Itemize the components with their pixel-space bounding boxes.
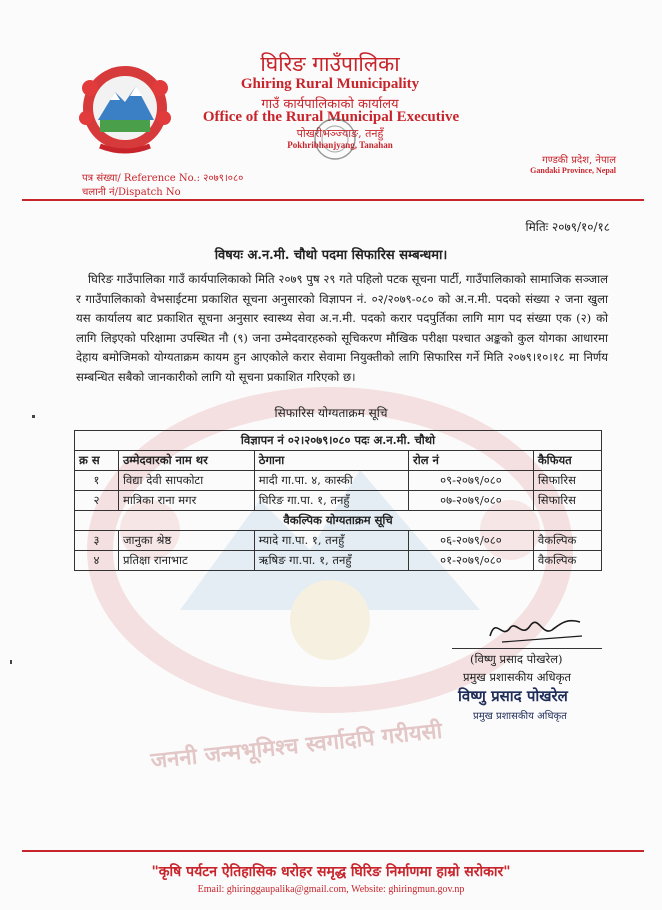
letter-subject: विषयः अ.न.मी. चौथो पदमा सिफारिस सम्बन्धमा। <box>214 248 448 263</box>
name-stamp: विष्णु प्रसाद पोखरेल <box>458 687 568 705</box>
scan-speck <box>10 660 12 664</box>
header-divider <box>22 199 644 201</box>
candidate-table <box>74 430 602 571</box>
table-title-row <box>75 431 602 451</box>
table-cell: ३ <box>75 531 119 551</box>
nepal-emblem-icon <box>70 58 180 158</box>
watermark-motto: जननी जन्मभूमिश्च स्वर्गादपि गरीयसी <box>149 717 444 775</box>
table-cell: सिफारिस <box>533 491 601 511</box>
alt-list-title: वैकल्पिक योग्यताक्रम सूचि <box>75 511 602 531</box>
table-header-row <box>75 451 602 471</box>
table-cell: म्यादे गा.पा. १, तनहुँ <box>254 531 408 551</box>
table-cell: प्रतिक्षा रानाभाट <box>118 551 254 571</box>
table-cell: सिफारिस <box>533 471 601 491</box>
column-header: रोल नं <box>409 451 534 471</box>
footer-contact: Email: ghiringgaupalika@gmail.com, Website: ghiringmun.gov.np <box>197 884 465 895</box>
table-cell: विद्या देवी सापकोटा <box>118 471 254 491</box>
letter-body: घिरिङ गाउँपालिका गाउँ कार्यपालिकाको मिति २०७९ पुष २९ गते पहिलो पटक सूचना पार्टी, गाउँपालिकाको सामाजिक सञ्जाल र गाउँपालिकाको वेभसाईटमा प्रकाशित सूचना अनुसारको विज्ञापन नं. ०२/२०७९-०८० को अ.न.मी. पदको संख्या २ जना खुला यस कार्यालय बाट प्रकाशित सूचना अनुसार स्वास्थ्य सेवा अ.न.मी. पदको करार पदपुर्तिका लागि माग पद संख्या एक (२) को लागि लिइएको परिक्षामा उपस्थित नौ (९) जना उम्मेदवारहरुको सूचिकरण मौखिक परीक्षा पश्चात अङ्कको कुल योगका आधारमा देहाय बमोजिमको योग्यताक्रम कायम हुन आएकोले करार सेवामा नियुक्तीको लागि सिफारिस गर्ने मिति २०७९।१०।१८ मा निर्णय सम्बन्धित सबैको जानकारीको लागि यो सूचना प्रकाशित गरिएको छ। <box>76 272 608 384</box>
table-cell: मात्रिका राना मगर <box>118 491 254 511</box>
table-cell: ०६-२०७९/०८० <box>409 531 534 551</box>
table-cell: जानुका श्रेष्ठ <box>118 531 254 551</box>
recommendation-list-title: सिफारिस योग्यताक्रम सूचि <box>274 406 388 420</box>
municipality-name-np: घिरिङ गाउँपालिका <box>260 52 400 76</box>
role-stamp: प्रमुख प्रशासकीय अधिकृत <box>473 711 567 722</box>
province-en: Gandaki Province, Nepal <box>530 166 616 175</box>
column-header: ठेगाना <box>254 451 408 471</box>
table-row <box>75 531 602 551</box>
signatory-role: प्रमुख प्रशासकीय अधिकृत <box>463 670 571 684</box>
signatory-name: (विष्णु प्रसाद पोखरेल) <box>470 652 563 666</box>
reference-number: पत्र संख्या/ Reference No.: २०७९।०८० <box>82 173 244 184</box>
signature-line <box>452 648 602 649</box>
column-header: क्र स <box>75 451 119 471</box>
scan-speck <box>32 415 35 418</box>
handwritten-signature <box>482 606 592 648</box>
municipality-name-en: Ghiring Rural Municipality <box>240 76 420 92</box>
table-title: विज्ञापन नं ०२।२०७९।०८० पदः अ.न.मी. चौथो <box>75 431 602 451</box>
table-cell: वैकल्पिक <box>533 551 601 571</box>
dispatch-number: चलानी नं/Dispatch No <box>82 187 181 198</box>
table-row <box>75 551 602 571</box>
alt-title-row <box>75 511 602 531</box>
table-row <box>75 471 602 491</box>
table-cell: २ <box>75 491 119 511</box>
table-cell: ऋषिङ गा.पा. १, तनहुँ <box>254 551 408 571</box>
table-cell: ४ <box>75 551 119 571</box>
office-name-np: गाउँ कार्यपालिकाको कार्यालय <box>261 97 399 112</box>
footer-slogan: "कृषि पर्यटन ऐतिहासिक धरोहर समृद्ध घिरिङ निर्माणमा हाम्रो सरोकार" <box>151 864 511 880</box>
table-cell: ०१-२०७९/०८० <box>409 551 534 571</box>
office-stamp <box>300 116 370 162</box>
location-np: पोखरीभञ्ज्याङ, तनहुँ <box>296 127 384 140</box>
table-cell: ०९-२०७९/०८० <box>409 471 534 491</box>
location-en: Pokhribhanjyang, Tanahan <box>287 140 393 150</box>
office-name-en: Office of the Rural Municipal Executive <box>202 109 460 125</box>
table-cell: मादी गा.पा. ४, कास्की <box>254 471 408 491</box>
column-header: कैफियत <box>533 451 601 471</box>
table-cell: १ <box>75 471 119 491</box>
table-cell: वैकल्पिक <box>533 531 601 551</box>
letter-date: मितिः २०७९/१०/१८ <box>525 220 610 234</box>
table-row <box>75 491 602 511</box>
column-header: उम्मेदवारको नाम थर <box>118 451 254 471</box>
table-cell: ०७-२०७९/०८० <box>409 491 534 511</box>
table-cell: घिरिङ गा.पा. १, तनहुँ <box>254 491 408 511</box>
footer-divider <box>22 850 644 852</box>
province-np: गण्डकी प्रदेश, नेपाल <box>542 155 616 166</box>
